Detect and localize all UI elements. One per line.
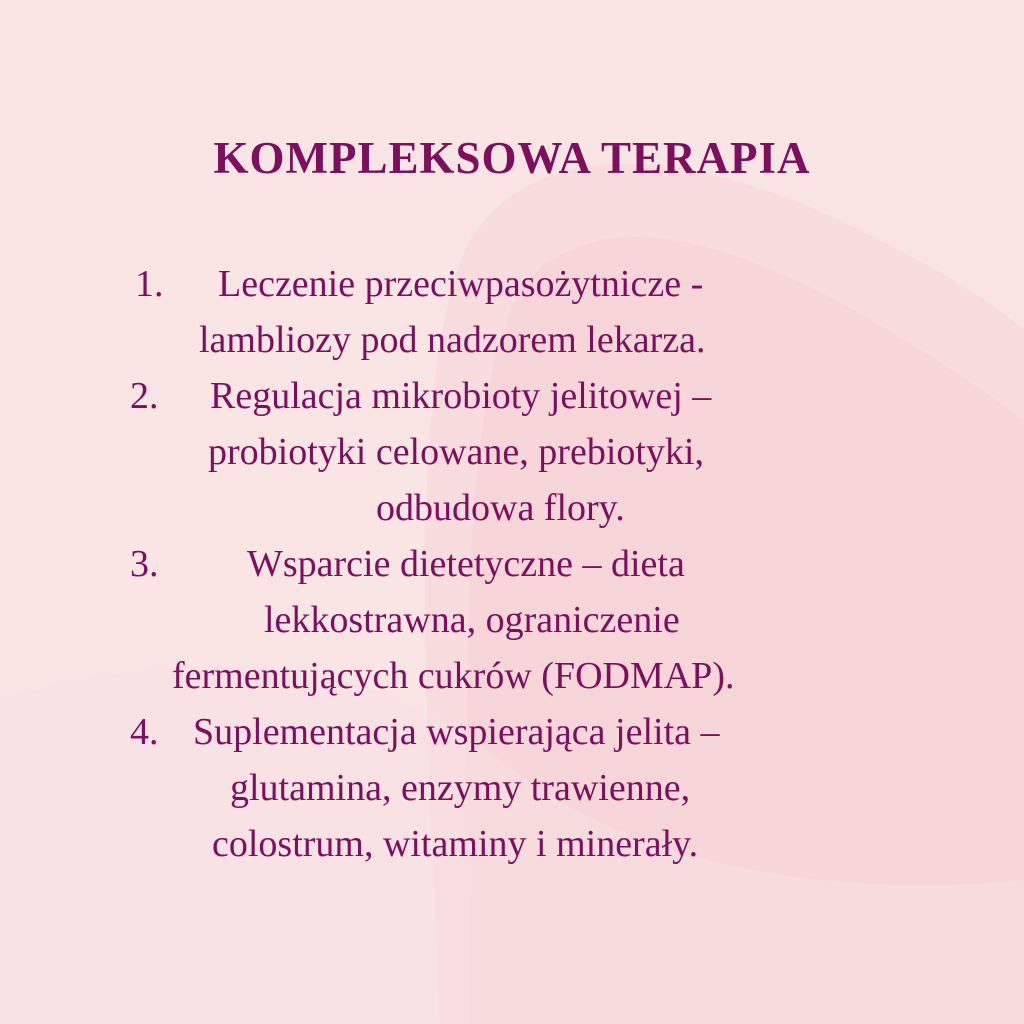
list-text: probiotyki celowane, prebiotyki, bbox=[208, 431, 704, 473]
list-text: odbudowa flory. bbox=[376, 487, 625, 529]
list-text: Regulacja mikrobioty jelitowej – bbox=[210, 375, 712, 417]
list-text: lekkostrawna, ograniczenie bbox=[264, 599, 680, 641]
list-number: 2. bbox=[130, 375, 159, 417]
list-text: Wsparcie dietetyczne – dieta bbox=[247, 543, 685, 585]
list-number: 3. bbox=[130, 543, 159, 585]
list-text: glutamina, enzymy trawienne, bbox=[230, 767, 691, 809]
list-number: 4. bbox=[130, 711, 159, 753]
list-text: fermentujących cukrów (FODMAP). bbox=[172, 655, 735, 697]
list-text: lambliozy pod nadzorem lekarza. bbox=[199, 319, 706, 361]
list-number: 1. bbox=[135, 263, 164, 305]
list-text: colostrum, witaminy i minerały. bbox=[212, 823, 699, 865]
list-text: Leczenie przeciwpasożytnicze - bbox=[218, 263, 704, 305]
page-title: KOMPLEKSOWA TERAPIA bbox=[213, 133, 811, 183]
list-text: Suplementacja wspierająca jelita – bbox=[193, 711, 720, 753]
